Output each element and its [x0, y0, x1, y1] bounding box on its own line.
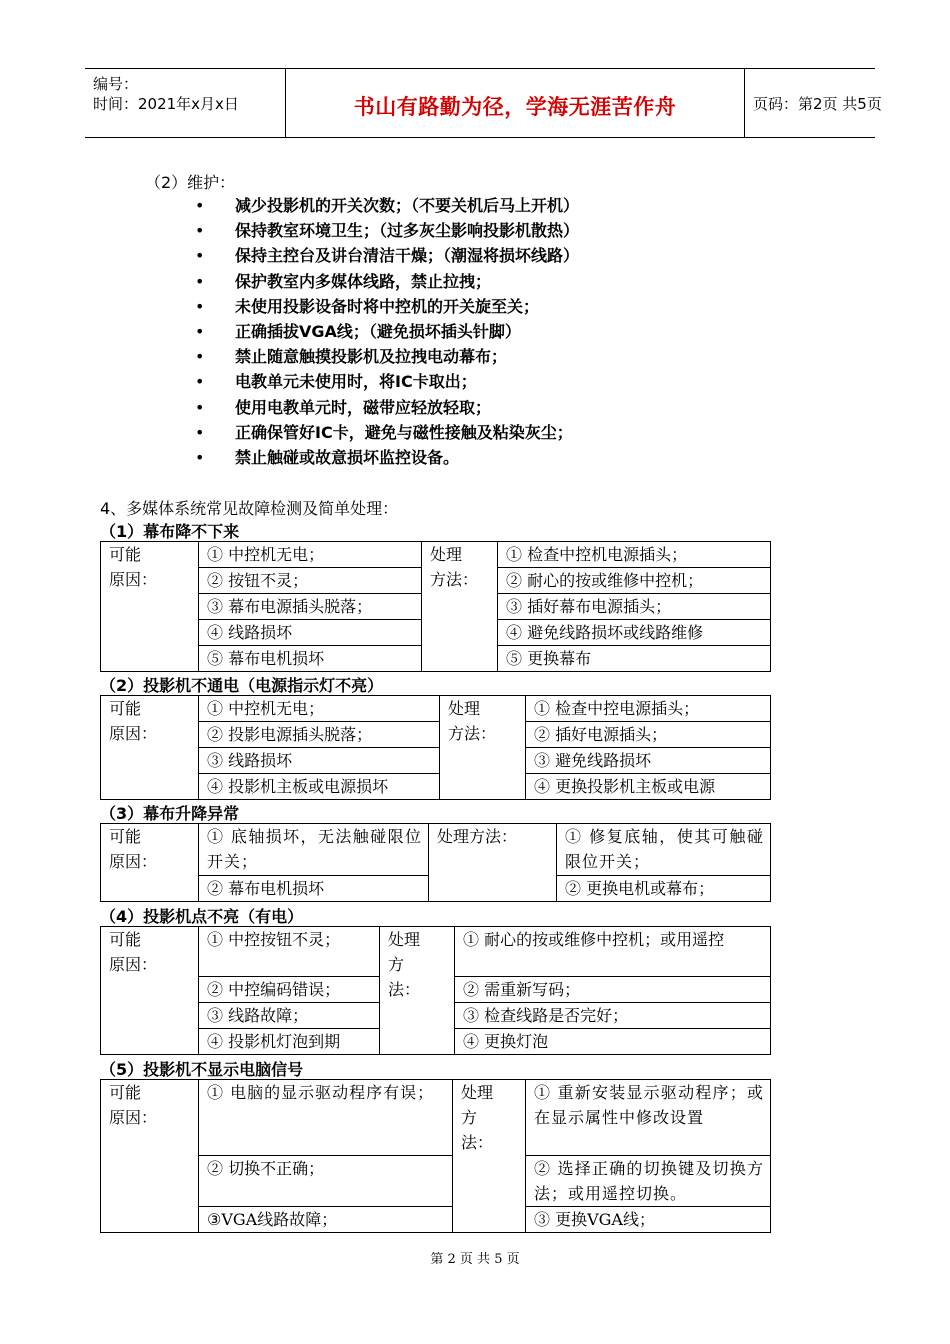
cause-cell: ④ 线路损坏: [199, 620, 422, 646]
fault-table-3: [100, 823, 771, 902]
bullet-icon: •: [195, 372, 205, 392]
list-item: • 保护教室内多媒体线路，禁止拉拽；: [195, 269, 579, 294]
page-number-label: 页码：第2页 共5页: [753, 95, 882, 113]
bullet-icon: •: [195, 347, 205, 367]
table-row: [101, 542, 771, 568]
cause-cell: ③VGA线路故障；: [199, 1207, 453, 1233]
table-row: [101, 748, 771, 774]
table-row: [101, 824, 771, 876]
page-header: [85, 68, 882, 138]
fault-title-3: （3）幕布升降异常: [100, 804, 240, 823]
cause-cell: ① 电脑的显示驱动程序有误；: [199, 1080, 453, 1156]
fault-title-4: （4）投影机点不亮（有电）: [100, 907, 304, 926]
fix-cell: ① 耐心的按或维修中控机；或用遥控: [455, 927, 771, 977]
list-item: • 正确保管好IC卡，避免与磁性接触及粘染灰尘；: [195, 420, 579, 445]
cause-label: 可能 原因：: [101, 542, 199, 672]
number-label: 编号：: [93, 75, 139, 93]
cause-label: 可能 原因：: [101, 1080, 199, 1233]
fault-table-1: [100, 541, 771, 672]
bullet-icon: •: [195, 422, 205, 442]
cause-cell: ③ 幕布电源插头脱落；: [199, 594, 422, 620]
fix-cell: ④ 更换灯泡: [455, 1029, 771, 1055]
list-item: • 保持教室环境卫生；（过多灰尘影响投影机散热）: [195, 218, 579, 243]
list-item: • 禁止随意触摸投影机及拉拽电动幕布；: [195, 344, 579, 369]
fix-cell: ⑤ 更换幕布: [498, 646, 771, 672]
fix-cell: ③ 避免线路损坏: [526, 748, 771, 774]
fault-table-4: [100, 926, 771, 1055]
motto: 书山有路勤为径，学海无涯苦作舟: [353, 95, 677, 119]
list-item: • 禁止触碰或故意损坏监控设备。: [195, 445, 579, 470]
section-heading: 4、多媒体系统常见故障检测及简单处理：: [100, 499, 399, 518]
cause-label: 可能 原因：: [101, 927, 199, 1055]
fault-title-5: （5）投影机不显示电脑信号: [100, 1060, 304, 1079]
table-row: [101, 774, 771, 800]
cause-label: 可能 原因：: [101, 696, 199, 800]
header-meta: [85, 69, 285, 137]
fix-cell: ② 更换电机或幕布；: [557, 876, 771, 902]
cause-cell: ① 中控机无电；: [199, 696, 440, 722]
table-row: [101, 927, 771, 977]
method-label: 处理 方法：: [422, 542, 498, 672]
list-item: • 正确插拔VGA线；（避免损坏插头针脚）: [195, 319, 579, 344]
cause-cell: ④ 投影机灯泡到期: [199, 1029, 380, 1055]
cause-cell: ① 中控按钮不灵；: [199, 927, 380, 977]
fix-cell: ④ 更换投影机主板或电源: [526, 774, 771, 800]
fix-cell: ① 检查中控机电源插头；: [498, 542, 771, 568]
cause-cell: ③ 线路故障；: [199, 1003, 380, 1029]
fix-cell: ③ 插好幕布电源插头；: [498, 594, 771, 620]
bullet-icon: •: [195, 321, 205, 341]
table-row: [101, 1080, 771, 1156]
bullet-icon: •: [195, 221, 205, 241]
fix-cell: ② 选择正确的切换键及切换方法；或用遥控切换。: [526, 1156, 771, 1207]
cause-cell: ② 切换不正确；: [199, 1156, 453, 1207]
fix-cell: ③ 更换VGA线；: [526, 1207, 771, 1233]
list-item: • 减少投影机的开关次数；（不要关机后马上开机）: [195, 193, 579, 218]
fix-cell: ① 检查中控电源插头；: [526, 696, 771, 722]
fault-title-2: （2）投影机不通电（电源指示灯不亮）: [100, 676, 384, 695]
bullet-icon: •: [195, 246, 205, 266]
cause-cell: ⑤ 幕布电机损坏: [199, 646, 422, 672]
method-label: 处理 方 法：: [380, 927, 455, 1055]
fault-table-2: [100, 695, 771, 800]
cause-cell: ③ 线路损坏: [199, 748, 440, 774]
maintenance-title: （2）维护：: [145, 173, 236, 192]
fix-cell: ② 需重新写码；: [455, 977, 771, 1003]
fix-cell: ① 重新安装显示驱动程序；或在显示属性中修改设置: [526, 1080, 771, 1156]
time-label: 时间：2021年x月x日: [93, 95, 239, 113]
fix-cell: ③ 检查线路是否完好；: [455, 1003, 771, 1029]
bullet-icon: •: [195, 447, 205, 467]
cause-cell: ② 投影电源插头脱落；: [199, 722, 440, 748]
table-row: [101, 696, 771, 722]
table-row: [101, 1156, 771, 1207]
header-page-cell: [743, 69, 882, 137]
maintenance-list: [195, 193, 579, 470]
fix-cell: ① 修复底轴，使其可触碰限位开关；: [557, 824, 771, 876]
cause-cell: ① 底轴损坏，无法触碰限位开关；: [199, 824, 429, 876]
fix-cell: ④ 避免线路损坏或线路维修: [498, 620, 771, 646]
fix-cell: ② 耐心的按或维修中控机；: [498, 568, 771, 594]
list-item: • 电教单元未使用时，将IC卡取出；: [195, 369, 579, 394]
list-item: • 使用电教单元时，磁带应轻放轻取；: [195, 395, 579, 420]
bullet-icon: •: [195, 196, 205, 215]
list-item: • 未使用投影设备时将中控机的开关旋至关；: [195, 294, 579, 319]
cause-cell: ④ 投影机主板或电源损坏: [199, 774, 440, 800]
table-row: [101, 1207, 771, 1233]
cause-cell: ② 幕布电机损坏: [199, 876, 429, 902]
cause-cell: ② 中控编码错误；: [199, 977, 380, 1003]
header-motto-cell: [285, 69, 745, 137]
method-label: 处理方法：: [429, 824, 557, 902]
list-item: • 保持主控台及讲台清洁干燥；（潮湿将损坏线路）: [195, 243, 579, 268]
page-footer: 第 2 页 共 5 页: [430, 1252, 520, 1267]
cause-cell: ② 按钮不灵；: [199, 568, 422, 594]
fault-table-5: [100, 1079, 771, 1233]
method-label: 处理 方法：: [440, 696, 526, 800]
bullet-icon: •: [195, 397, 205, 417]
fault-title-1: （1）幕布降不下来: [100, 522, 240, 541]
bullet-icon: •: [195, 296, 205, 316]
bullet-icon: •: [195, 271, 205, 291]
fix-cell: ② 插好电源插头；: [526, 722, 771, 748]
cause-cell: ① 中控机无电；: [199, 542, 422, 568]
method-label: 处理 方 法：: [453, 1080, 526, 1233]
cause-label: 可能 原因：: [101, 824, 199, 902]
table-row: [101, 722, 771, 748]
